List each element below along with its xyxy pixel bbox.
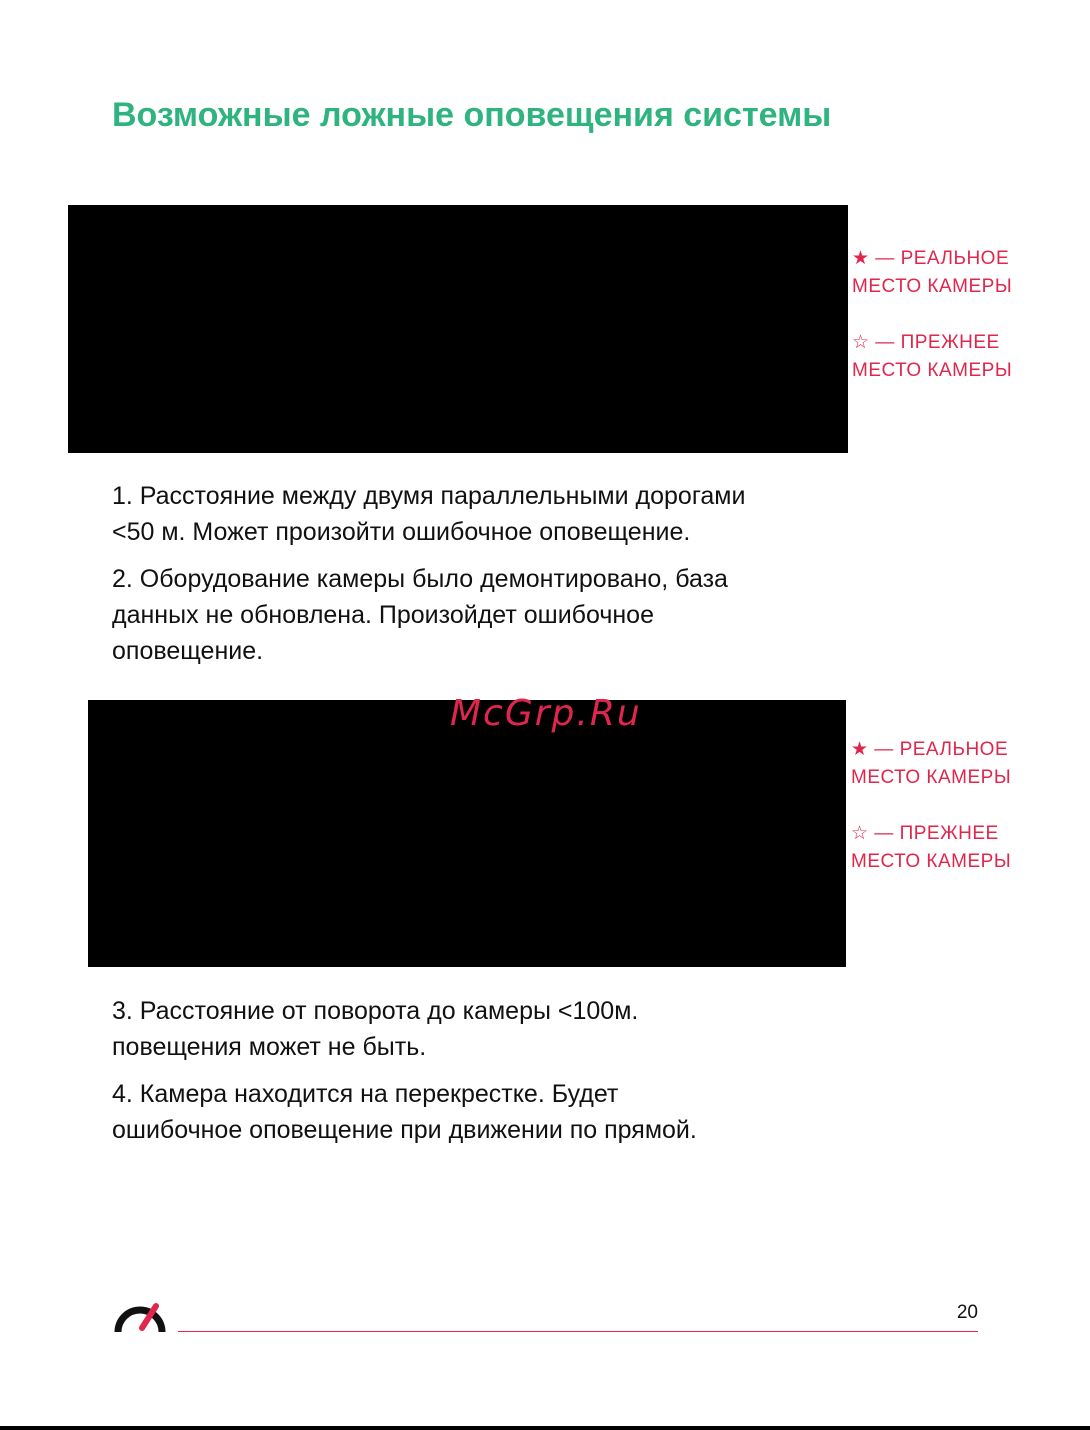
paragraph-line: <50 м. Может произойти ошибочное оповещение.	[112, 518, 691, 546]
legend-item-real-location	[852, 245, 1084, 301]
paragraph-line: 4. Камера находится на перекрестке. Будет	[112, 1080, 619, 1108]
legend-line: МЕСТО КАМЕРЫ	[851, 851, 1012, 872]
illustration-turn-and-intersection	[88, 700, 846, 967]
speedometer-icon	[112, 1296, 168, 1334]
illustration-parallel-roads	[68, 205, 848, 453]
legend-line: ★ — РЕАЛЬНОЕ	[852, 248, 1010, 269]
paragraph-line: 2. Оборудование камеры было демонтировано, база	[112, 565, 728, 593]
legend-item-former-location	[852, 329, 1084, 385]
legend-item-real-location	[851, 736, 1083, 792]
paragraph-line: 1. Расстояние между двумя параллельными дорогами	[112, 482, 746, 510]
text-block	[112, 993, 872, 1159]
paragraph-4	[112, 1076, 872, 1148]
bottom-border	[0, 1426, 1090, 1430]
paragraph-line: ошибочное оповещение при движении по прямой.	[112, 1116, 697, 1144]
paragraph-line: оповещение.	[112, 637, 264, 665]
paragraph-line: данных не обновлена. Произойдет ошибочное	[112, 601, 654, 629]
text-block	[112, 478, 872, 680]
legend-line: ☆ — ПРЕЖНЕЕ	[851, 823, 999, 844]
paragraph-1	[112, 478, 872, 550]
paragraph-2	[112, 561, 872, 669]
paragraph-3	[112, 993, 872, 1065]
paragraph-line: повещения может не быть.	[112, 1033, 427, 1061]
legend-line: ☆ — ПРЕЖНЕЕ	[852, 332, 1000, 353]
legend-line: МЕСТО КАМЕРЫ	[852, 360, 1013, 381]
legend-line: МЕСТО КАМЕРЫ	[851, 767, 1012, 788]
page-title: Возможные ложные оповещения системы	[112, 96, 832, 134]
paragraph-line: 3. Расстояние от поворота до камеры <100м.	[112, 997, 639, 1025]
legend-item-former-location	[851, 820, 1083, 876]
legend-line: ★ — РЕАЛЬНОЕ	[851, 739, 1009, 760]
legend-line: МЕСТО КАМЕРЫ	[852, 276, 1013, 297]
footer-divider	[178, 1331, 978, 1332]
legend	[852, 245, 1084, 385]
page-number: 20	[956, 1302, 978, 1323]
legend	[851, 736, 1083, 876]
watermark: McGrp.Ru	[450, 693, 642, 734]
